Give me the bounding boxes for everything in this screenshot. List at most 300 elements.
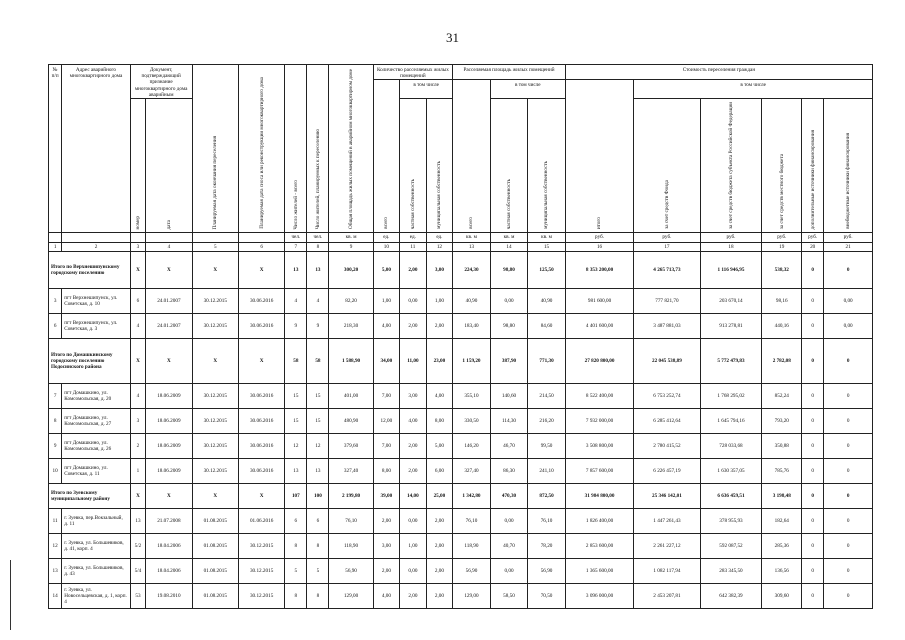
column-number-cell: 18: [700, 243, 762, 252]
total-row-label: Итого по Зуевскому муниципальному району: [49, 484, 131, 509]
data-cell: 4: [285, 289, 307, 314]
data-cell: 118,90: [329, 534, 373, 559]
data-cell: 8: [285, 534, 307, 559]
total-cell: 58: [285, 339, 307, 384]
address-cell: г. Зуевка, ул. Новосельцевская, д. 1, корп. 4: [62, 584, 130, 609]
column-number-cell: 14: [490, 243, 528, 252]
data-cell: 4: [307, 289, 329, 314]
data-cell: 0: [824, 384, 873, 409]
data-cell: 4,00: [373, 584, 400, 609]
data-cell: 4,00: [400, 409, 427, 434]
data-cell: 3 096 000,00: [565, 584, 633, 609]
data-cell: 46,70: [490, 434, 528, 459]
address-cell: пгт Домашкино, ул. Советская, д. 11: [62, 459, 130, 484]
data-cell: 1,00: [400, 534, 427, 559]
data-cell: 30.06.2016: [238, 289, 284, 314]
data-cell: 30.06.2016: [238, 384, 284, 409]
header-resettled-area: Расселяемая площадь жилых помещений: [453, 65, 566, 80]
data-cell: 214,50: [528, 384, 566, 409]
address-cell: г. Зуевка, ул. Большевиков, д. 41, корп. 4: [62, 534, 130, 559]
total-cell: 1 159,20: [453, 339, 491, 384]
data-cell: 327,40: [329, 459, 373, 484]
data-cell: 10: [49, 459, 62, 484]
unit-cell: кв. м: [329, 233, 373, 243]
total-cell: 25,00: [426, 484, 453, 509]
data-cell: 241,10: [528, 459, 566, 484]
unit-cell: [130, 233, 145, 243]
data-cell: 5/2: [130, 534, 145, 559]
data-cell: 0: [802, 314, 824, 339]
data-cell: 3 508 800,00: [565, 434, 633, 459]
total-cell: X: [146, 252, 192, 289]
data-cell: 98,16: [762, 289, 802, 314]
header-doc-number: номер: [130, 99, 145, 233]
total-cell: X: [146, 339, 192, 384]
total-row-label: Итого по Домашкинскому городскому поселению Подосинского района: [49, 339, 131, 384]
data-cell: 30.12.2015: [238, 559, 284, 584]
data-cell: 4,00: [426, 384, 453, 409]
data-cell: 330,50: [453, 409, 491, 434]
total-cell: 98,80: [490, 252, 528, 289]
data-cell: 12: [285, 434, 307, 459]
total-cell: 0: [802, 339, 824, 384]
header-number: № п/п: [49, 65, 62, 233]
total-cell: 0: [824, 339, 873, 384]
column-number-cell: 4: [146, 243, 192, 252]
data-cell: 2,00: [426, 509, 453, 534]
data-cell: 852,24: [762, 384, 802, 409]
column-number-cell: 9: [329, 243, 373, 252]
data-cell: 0,00: [400, 289, 427, 314]
total-cell: 31 984 800,00: [565, 484, 633, 509]
data-cell: 78,20: [528, 534, 566, 559]
data-cell: 0: [802, 289, 824, 314]
data-cell: 8: [285, 584, 307, 609]
total-cell: 22 045 538,89: [634, 339, 700, 384]
data-cell: 2,00: [400, 584, 427, 609]
column-number-cell: 3: [130, 243, 145, 252]
header-address: Адрес аварийного многоквартирного дома: [62, 65, 130, 233]
column-number-cell: 16: [565, 243, 633, 252]
data-cell: 913 278,81: [700, 314, 762, 339]
data-cell: 7,00: [373, 384, 400, 409]
data-cell: 1 365 600,00: [565, 559, 633, 584]
data-cell: 0: [802, 534, 824, 559]
data-cell: 5: [285, 559, 307, 584]
data-cell: 6: [307, 509, 329, 534]
data-cell: 728 033,68: [700, 434, 762, 459]
header-demolish-date: Планируемая дата сноса или реконструкции многоквартирного дома: [238, 65, 284, 233]
data-cell: 3: [49, 289, 62, 314]
data-cell: 99,50: [528, 434, 566, 459]
data-cell: 15: [285, 384, 307, 409]
data-cell: 5,00: [426, 434, 453, 459]
unit-cell: руб.: [634, 233, 700, 243]
data-cell: 30.12.2015: [192, 434, 238, 459]
data-cell: 0: [824, 459, 873, 484]
header-cost-total: итого: [565, 80, 633, 233]
header-fund: за счет средств Фонда: [634, 99, 700, 233]
data-cell: 350,88: [762, 434, 802, 459]
unit-cell: [238, 233, 284, 243]
data-cell: 82,20: [329, 289, 373, 314]
data-cell: 2: [130, 434, 145, 459]
unit-cell: ед.: [426, 233, 453, 243]
data-cell: 0,00: [490, 289, 528, 314]
data-cell: 01.08.2015: [192, 559, 238, 584]
total-cell: 34,00: [373, 339, 400, 384]
total-cell: 2 199,80: [329, 484, 373, 509]
data-cell: 0: [802, 584, 824, 609]
data-cell: 84,60: [528, 314, 566, 339]
header-area-incl: в том числе: [490, 80, 565, 99]
data-cell: 1 630 357,05: [700, 459, 762, 484]
column-number-cell: 15: [528, 243, 566, 252]
column-number-cell: 19: [762, 243, 802, 252]
total-cell: X: [192, 484, 238, 509]
data-cell: 19.08.2010: [146, 584, 192, 609]
header-residents-total: Число жителей - всего: [285, 65, 307, 233]
data-cell: 18.06.2009: [146, 434, 192, 459]
data-cell: 0: [824, 534, 873, 559]
data-cell: 183,40: [453, 314, 491, 339]
total-cell: X: [192, 339, 238, 384]
data-cell: 18.06.2009: [146, 459, 192, 484]
data-cell: 2,00: [400, 434, 427, 459]
column-number-cell: 2: [62, 243, 130, 252]
data-cell: 14: [49, 584, 62, 609]
data-cell: 0: [824, 434, 873, 459]
unit-cell: руб.: [762, 233, 802, 243]
data-cell: 2 453 207,81: [634, 584, 700, 609]
total-cell: X: [130, 484, 145, 509]
unit-cell: чел.: [285, 233, 307, 243]
data-cell: 86,30: [490, 459, 528, 484]
data-cell: 401,00: [329, 384, 373, 409]
address-cell: г. Зуевка, пер.Вокзальный, д. 11: [62, 509, 130, 534]
margin-line: [10, 560, 11, 630]
page-number: 31: [446, 30, 459, 45]
data-cell: 642 382,39: [700, 584, 762, 609]
data-cell: 01.06.2016: [238, 509, 284, 534]
header-cost-incl: в том числе: [634, 80, 873, 99]
data-cell: 8,00: [426, 409, 453, 434]
column-number-cell: 20: [802, 243, 824, 252]
data-cell: 0: [802, 509, 824, 534]
data-cell: 4: [130, 384, 145, 409]
data-cell: 0,00: [824, 314, 873, 339]
data-cell: 76,10: [528, 509, 566, 534]
data-cell: 981 600,00: [565, 289, 633, 314]
data-cell: 40,70: [490, 534, 528, 559]
header-residents-planned: Число жителей, планируемых к переселению: [307, 65, 329, 233]
data-cell: 30.12.2015: [192, 459, 238, 484]
data-cell: 129,00: [453, 584, 491, 609]
data-cell: 8: [307, 534, 329, 559]
data-cell: 8,00: [373, 459, 400, 484]
data-cell: 76,10: [453, 509, 491, 534]
data-cell: 2,00: [426, 584, 453, 609]
table-row: [49, 384, 873, 409]
total-cell: 0: [802, 252, 824, 289]
data-cell: 1 826 400,00: [565, 509, 633, 534]
total-cell: 125,50: [528, 252, 566, 289]
data-cell: 1 645 794,16: [700, 409, 762, 434]
data-cell: 30.12.2015: [192, 314, 238, 339]
header-offbudget: внебюджетные источники финансирования: [824, 99, 873, 233]
total-cell: 6 636 459,51: [700, 484, 762, 509]
data-cell: 40,90: [453, 289, 491, 314]
data-cell: 13: [307, 459, 329, 484]
header-doc-date: дата: [146, 99, 192, 233]
data-cell: 6 753 252,74: [634, 384, 700, 409]
header-regional: за счет средств бюджета субъекта Российской Федерации: [700, 99, 762, 233]
data-cell: 3: [130, 409, 145, 434]
data-cell: 114,30: [490, 409, 528, 434]
table-row: [49, 509, 873, 534]
data-cell: 4: [130, 314, 145, 339]
data-cell: 1,00: [426, 289, 453, 314]
data-cell: 1,00: [373, 289, 400, 314]
unit-cell: руб.: [700, 233, 762, 243]
data-cell: 216,20: [528, 409, 566, 434]
total-cell: X: [130, 252, 145, 289]
data-cell: 70,50: [528, 584, 566, 609]
column-number-cell: 8: [307, 243, 329, 252]
unit-cell: ед.: [400, 233, 427, 243]
data-cell: 2 780 415,52: [634, 434, 700, 459]
total-cell: 23,00: [426, 339, 453, 384]
data-cell: 01.08.2015: [192, 534, 238, 559]
data-cell: 2,00: [373, 559, 400, 584]
data-cell: 15: [285, 409, 307, 434]
data-cell: 0: [802, 409, 824, 434]
total-cell: X: [192, 252, 238, 289]
total-cell: X: [238, 484, 284, 509]
data-cell: 24.01.2007: [146, 289, 192, 314]
unit-cell: кв. м: [453, 233, 491, 243]
unit-cell: [146, 233, 192, 243]
data-cell: 2,00: [400, 314, 427, 339]
data-cell: 40,90: [528, 289, 566, 314]
data-cell: 0: [824, 409, 873, 434]
total-cell: 27 820 800,00: [565, 339, 633, 384]
data-cell: 0,00: [400, 509, 427, 534]
data-cell: 5/4: [130, 559, 145, 584]
column-number-cell: 11: [400, 243, 427, 252]
data-cell: 6 226 457,19: [634, 459, 700, 484]
column-number-cell: 12: [426, 243, 453, 252]
resettlement-table: [48, 64, 873, 609]
data-cell: 56,90: [528, 559, 566, 584]
data-cell: 285,36: [762, 534, 802, 559]
data-cell: 283 345,50: [700, 559, 762, 584]
data-cell: 01.08.2015: [192, 509, 238, 534]
column-number-cell: 21: [824, 243, 873, 252]
data-cell: 136,56: [762, 559, 802, 584]
data-cell: 182,64: [762, 509, 802, 534]
data-cell: 3,00: [373, 534, 400, 559]
header-area-private: частная собственность: [490, 99, 528, 233]
data-cell: 378 955,93: [700, 509, 762, 534]
total-cell: 58: [307, 339, 329, 384]
table-row: [49, 534, 873, 559]
data-cell: 2,00: [426, 534, 453, 559]
data-cell: 129,00: [329, 584, 373, 609]
data-cell: 12: [307, 434, 329, 459]
header-area-total: всего: [453, 80, 491, 233]
header-document: Документ, подтверждающий признание многоквартирного дома аварийным: [130, 65, 192, 99]
unit-cell: кв. м: [528, 233, 566, 243]
table-row: [49, 314, 873, 339]
data-cell: 30.12.2015: [192, 409, 238, 434]
data-cell: 480,90: [329, 409, 373, 434]
address-cell: пгт Домашкино, ул. Комсомольская, д. 26: [62, 434, 130, 459]
table-row: [49, 559, 873, 584]
data-cell: 327,40: [453, 459, 491, 484]
resettlement-table-sheet: [48, 64, 873, 609]
data-cell: 18.06.2009: [146, 409, 192, 434]
data-cell: 18.06.2009: [146, 384, 192, 409]
data-cell: 7 857 600,00: [565, 459, 633, 484]
data-cell: 0,00: [824, 289, 873, 314]
data-cell: 6: [49, 314, 62, 339]
total-cell: 538,32: [762, 252, 802, 289]
data-cell: 0,00: [490, 559, 528, 584]
data-cell: 3 487 881,03: [634, 314, 700, 339]
total-cell: 39,00: [373, 484, 400, 509]
unit-cell: ед.: [373, 233, 400, 243]
unit-cell: [62, 233, 130, 243]
column-numbers-row: [49, 243, 873, 252]
column-number-cell: 1: [49, 243, 62, 252]
data-cell: 4 401 600,00: [565, 314, 633, 339]
header-cost: Стоимость переселения граждан: [565, 65, 872, 80]
data-cell: 30.06.2016: [238, 409, 284, 434]
total-cell: 771,30: [528, 339, 566, 384]
data-cell: 793,20: [762, 409, 802, 434]
data-cell: 9: [285, 314, 307, 339]
total-row: [49, 252, 873, 289]
data-cell: 0,00: [490, 509, 528, 534]
header-rooms-count: Количество расселяемых жилых помещений: [373, 65, 453, 80]
data-cell: 8 522 400,00: [565, 384, 633, 409]
data-cell: 30.12.2015: [238, 584, 284, 609]
total-cell: 1 588,90: [329, 339, 373, 384]
column-number-cell: 6: [238, 243, 284, 252]
data-cell: 76,10: [329, 509, 373, 534]
data-cell: 24.01.2007: [146, 314, 192, 339]
header-rooms-total: всего: [373, 80, 400, 233]
data-cell: 9: [307, 314, 329, 339]
header-rooms-private: частная собственность: [400, 99, 427, 233]
data-cell: 30.12.2015: [192, 289, 238, 314]
data-cell: 0: [802, 459, 824, 484]
header-rooms-municipal: муниципальная собственность: [426, 99, 453, 233]
total-cell: 14,00: [400, 484, 427, 509]
data-cell: 309,60: [762, 584, 802, 609]
total-cell: 4 265 713,73: [634, 252, 700, 289]
data-cell: 0: [802, 434, 824, 459]
total-cell: X: [238, 339, 284, 384]
total-cell: 300,20: [329, 252, 373, 289]
unit-cell: [49, 233, 62, 243]
data-cell: 30.06.2016: [238, 434, 284, 459]
data-cell: 21.07.2008: [146, 509, 192, 534]
total-cell: 3,00: [426, 252, 453, 289]
data-cell: 440,16: [762, 314, 802, 339]
data-cell: 53: [130, 584, 145, 609]
data-cell: 6 285 412,64: [634, 409, 700, 434]
column-number-cell: 5: [192, 243, 238, 252]
data-cell: 7 932 000,00: [565, 409, 633, 434]
total-cell: 387,90: [490, 339, 528, 384]
address-cell: г. Зуевка, ул. Большевиков, д. 43: [62, 559, 130, 584]
column-number-cell: 10: [373, 243, 400, 252]
data-cell: 0,00: [400, 559, 427, 584]
data-cell: 12,00: [373, 409, 400, 434]
total-cell: 872,50: [528, 484, 566, 509]
total-cell: 5 772 479,83: [700, 339, 762, 384]
data-cell: 379,60: [329, 434, 373, 459]
data-cell: 18.04.2006: [146, 559, 192, 584]
column-number-cell: 17: [634, 243, 700, 252]
data-cell: 13: [285, 459, 307, 484]
data-cell: 13: [49, 559, 62, 584]
data-cell: 9: [49, 434, 62, 459]
data-cell: 58,50: [490, 584, 528, 609]
data-cell: 8: [307, 584, 329, 609]
data-cell: 4,00: [373, 314, 400, 339]
data-cell: 30.06.2016: [238, 459, 284, 484]
data-cell: 140,60: [490, 384, 528, 409]
data-cell: 7,00: [373, 434, 400, 459]
data-cell: 0: [802, 384, 824, 409]
data-cell: 1: [130, 459, 145, 484]
total-cell: 2,00: [400, 252, 427, 289]
data-cell: 785,76: [762, 459, 802, 484]
data-cell: 777 821,70: [634, 289, 700, 314]
data-cell: 118,90: [453, 534, 491, 559]
unit-cell: чел.: [307, 233, 329, 243]
table-row: [49, 459, 873, 484]
total-cell: 0: [824, 484, 873, 509]
data-cell: 0: [824, 584, 873, 609]
address-cell: пгт Верхнешипунск, ул. Советская, д. 10: [62, 289, 130, 314]
data-cell: 7: [49, 384, 62, 409]
total-cell: 8 353 200,00: [565, 252, 633, 289]
header-rooms-incl: в том числе: [400, 80, 453, 99]
data-cell: 01.08.2015: [192, 584, 238, 609]
data-cell: 1 768 295,02: [700, 384, 762, 409]
total-cell: 0: [824, 252, 873, 289]
data-cell: 8: [49, 409, 62, 434]
total-cell: 5,00: [373, 252, 400, 289]
unit-cell: кв. м: [490, 233, 528, 243]
total-cell: X: [238, 252, 284, 289]
header-area-municipal: муниципальная собственность: [528, 99, 566, 233]
data-cell: 30.12.2015: [192, 384, 238, 409]
total-cell: X: [146, 484, 192, 509]
table-row: [49, 434, 873, 459]
address-cell: пгт Верхнешипунск, ул. Советская, д. 3: [62, 314, 130, 339]
data-cell: 203 670,14: [700, 289, 762, 314]
data-cell: 2,00: [426, 314, 453, 339]
data-cell: 12: [49, 534, 62, 559]
total-cell: 25 346 142,01: [634, 484, 700, 509]
data-cell: 18.04.2006: [146, 534, 192, 559]
table-row: [49, 584, 873, 609]
